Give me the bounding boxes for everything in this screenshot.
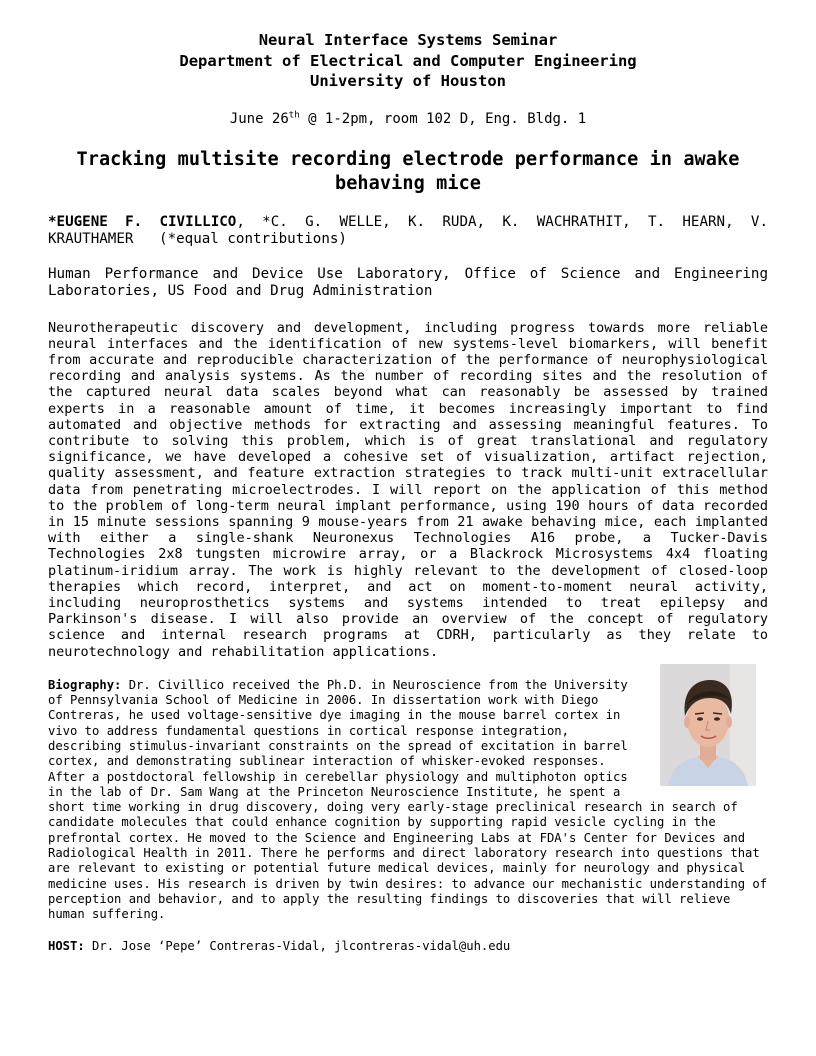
flyer-header — [48, 30, 768, 92]
speaker-photo — [660, 664, 756, 786]
department-name: Department of Electrical and Computer Engineering — [179, 51, 637, 70]
seminar-flyer — [48, 30, 768, 954]
host-line — [48, 939, 768, 954]
seminar-series-title: Neural Interface Systems Seminar — [258, 31, 558, 49]
abstract: Neurotherapeutic discovery and development, including progress towards more reliable neural interfaces and the identification of new systems-level biomarkers, will benefit from accurate and reproducible characterization of the performance of neurophysiological recording and analysis systems. As the number of recording sites and the resolution of the captured neural data scales beyond what can reasonably be assessed by trained experts in a reasonable amount of time, it becomes increasingly important to find automated and objective methods for extracting and assessing meaningful features. To contribute to solving this problem, which is of great translational and regulatory significance, we have developed a cohesive set of visualization, artifact rejection, quality assessment, and feature extraction strategies to track multi-unit extracellular data from penetrating microelectrodes. I will report on the application of this method to the problem of long-term neural implant performance, using 190 hours of data recorded in 15 minute sessions spanning 9 mouse-years from 21 awake behaving mice, each implanted with either a single-shank Neuronexus Technologies A16 probe, a Tucker-Davis Technologies 2x8 tungsten microwire array, or a Blackrock Microsystems 4x4 floating platinum-iridium array. The work is highly relevant to the development of closed-loop therapies which record, interpret, and act on moment-to-moment neural activity, including neuroprosthetics systems and systems intended to treat epilepsy and Parkinson's disease. I will also provide an overview of the concept of regulatory science and internal research programs at CDRH, particularly as they relate to neurotechnology and rehabilitation applications. — [48, 319, 768, 660]
host-label: HOST: — [48, 938, 85, 953]
lead-author: *EUGENE F. CIVILLICO — [48, 213, 237, 230]
speaker-portrait-icon — [660, 664, 756, 786]
biography-label: Biography: — [48, 677, 122, 692]
university-name: University of Houston — [310, 72, 506, 90]
date-superscript: th — [288, 109, 300, 120]
event-date-location — [48, 110, 768, 128]
biography-section — [48, 678, 768, 923]
date-suffix: @ 1-2pm, room 102 D, Eng. Bldg. 1 — [299, 110, 587, 127]
host-details: Dr. Jose ‘Pepe’ Contreras-Vidal, jlcontreras-vidal@uh.edu — [84, 938, 511, 953]
date-prefix: June 26 — [229, 110, 289, 127]
affiliation: Human Performance and Device Use Laboratory, Office of Science and Engineering Laboratories, US Food and Drug Administration — [48, 265, 768, 299]
talk-title: Tracking multisite recording electrode performance in awake behaving mice — [76, 148, 740, 194]
biography-text: Dr. Civillico received the Ph.D. in Neuroscience from the University of Pennsylvania School of Medicine in 2006. In dissertation work with Diego Contreras, he used voltage-sensitive dye imaging in the mouse barrel cortex in vivo to address fundamental questions in cortical response integration, describing stimulus-invariant constraints on the spread of excitation in barrel cortex, and demonstrating sublinear interaction of whisker-evoked responses. After a postdoctoral fellowship in cerebellar physiology and multiphoton optics in the lab of Dr. Sam Wang at the Princeton Neuroscience Institute, he spent a short time working in drug discovery, doing very early-stage preclinical research in search of candidate molecules that could enhance cognition by supporting rapid vesicle cycling in the prefrontal cortex. He moved to the Science and Engineering Labs at FDA's Center for Devices and Radiological Health in 2011. There he performs and direct laboratory research into questions that are relevant to existing or potential future medical devices, mainly for neurology and physical medicine uses. His research is driven by twin desires: to advance our mechanistic understanding of perception and behavior, and to apply the resulting findings to discoveries that will relieve human suffering. — [48, 677, 768, 922]
co-authors: , *C. G. WELLE, K. RUDA, K. WACHRATHIT, T. HEARN, V. KRAUTHAMER — [48, 213, 768, 247]
author-list — [48, 214, 768, 248]
contribution-note: (*equal contributions) — [159, 230, 347, 247]
